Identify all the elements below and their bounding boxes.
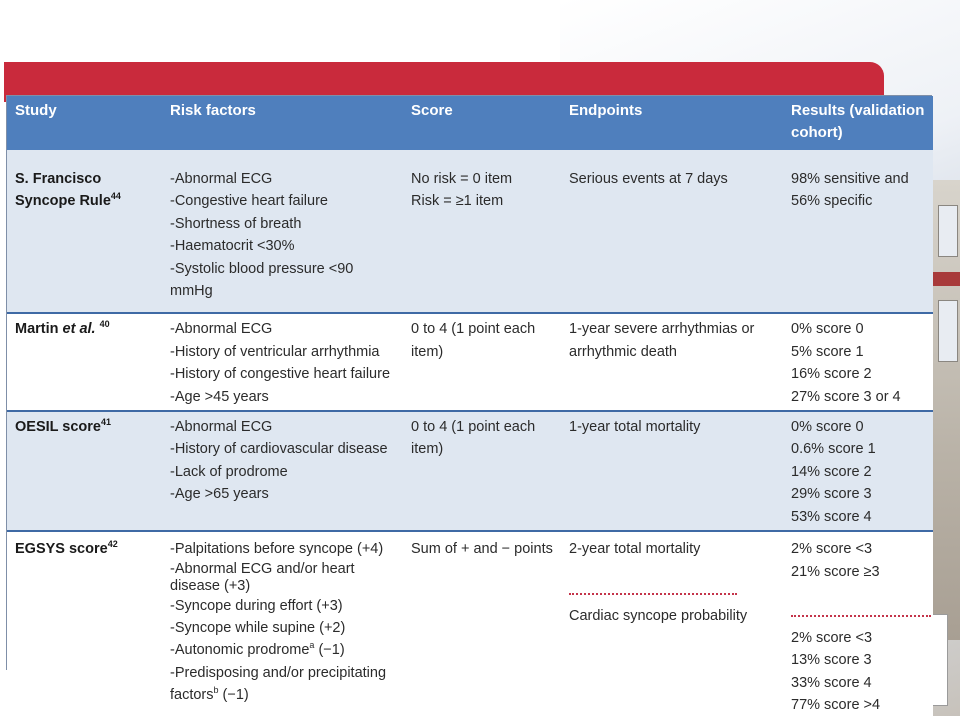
endpoint-line: Cardiac syncope probability — [569, 607, 748, 624]
result-line: 77% score >4 — [791, 697, 881, 714]
risk-factor: -Congestive heart failure — [170, 193, 328, 210]
score-cell: Sum of + and − points — [403, 531, 561, 718]
result-line: 29% score 3 — [791, 486, 872, 503]
result-line: 0% score 0 — [791, 321, 864, 338]
study-cell — [7, 531, 162, 718]
risk-factor: -Syncope during effort (+3) — [170, 597, 343, 614]
study-ref: 41 — [100, 417, 111, 428]
header-results: Results (validation cohort) — [783, 96, 933, 150]
risk-factors-cell — [162, 531, 403, 718]
risk-score-table — [6, 95, 932, 714]
results-cell: 98% sensitive and 56% specific — [783, 150, 933, 313]
header-endpoints: Endpoints — [561, 96, 783, 150]
risk-factor: -History of cardiovascular disease — [170, 441, 388, 458]
risk-factor: -Lack of prodrome — [170, 463, 288, 480]
risk-factor: -Abnormal ECG and/or heart disease (+3) — [170, 560, 355, 594]
study-ref: 42 — [107, 539, 118, 550]
risk-factor: -History of ventricular arrhythmia — [170, 343, 380, 360]
study-ref: 44 — [110, 191, 121, 202]
score-cell — [403, 150, 561, 313]
table-row — [7, 313, 933, 411]
risk-factors-cell — [162, 411, 403, 531]
risk-factor: -Haematocrit <30% — [170, 238, 295, 255]
table-row — [7, 531, 933, 718]
results-cell — [783, 313, 933, 411]
results-cell — [783, 411, 933, 531]
study-cell — [7, 150, 162, 313]
background-window — [938, 300, 958, 362]
risk-factor: -Abnormal ECG — [170, 321, 273, 338]
risk-factor: -Autonomic prodrome$^a$ (−1) — [170, 640, 345, 659]
result-line: 16% score 2 — [791, 366, 872, 383]
dotted-divider — [569, 593, 737, 595]
result-line: 5% score 1 — [791, 343, 864, 360]
endpoints-cell: 1-year severe arrhythmias or arrhythmic death — [561, 313, 783, 411]
risk-factor: -Age >65 years — [170, 486, 269, 503]
risk-factor: -Shortness of breath — [170, 215, 302, 232]
study-name-italic: et al. — [62, 321, 96, 338]
study-name: S. Francisco Syncope Rule — [15, 171, 111, 210]
header-risk-factors: Risk factors — [162, 96, 403, 150]
results-cell — [783, 531, 933, 718]
result-line: 21% score ≥3 — [791, 563, 880, 580]
result-line: 2% score <3 — [791, 541, 873, 558]
study-name: Martin — [15, 321, 63, 338]
header-score: Score — [403, 96, 561, 150]
risk-factors-cell — [162, 313, 403, 411]
result-line: 33% score 4 — [791, 674, 872, 691]
score-cell: 0 to 4 (1 point each item) — [403, 411, 561, 531]
risk-factor: -Age >45 years — [170, 388, 269, 405]
result-line: 14% score 2 — [791, 463, 872, 480]
header-study: Study — [7, 96, 162, 150]
study-ref: 40 — [99, 319, 110, 330]
table-row — [7, 411, 933, 531]
background-window — [938, 205, 958, 257]
result-line: 27% score 3 or 4 — [791, 388, 901, 405]
risk-factor: -Predisposing and/or precipitating factors$^b$ (−1) — [170, 664, 387, 704]
risk-factor: -Systolic blood pressure <90 mmHg — [170, 260, 354, 300]
endpoint-line: 2-year total mortality — [569, 541, 701, 558]
dotted-divider — [791, 615, 931, 617]
risk-factor: -Palpitations before syncope (+4) — [170, 541, 384, 558]
risk-factors-cell — [162, 150, 403, 313]
risk-factor: -History of congestive heart failure — [170, 366, 391, 383]
score-cell: 0 to 4 (1 point each item) — [403, 313, 561, 411]
score-text: No risk = 0 item — [411, 171, 513, 187]
study-cell — [7, 411, 162, 531]
result-line: 53% score 4 — [791, 508, 872, 525]
study-cell — [7, 313, 162, 411]
table-header-row — [7, 96, 933, 150]
score-text: Risk = ≥1 item — [411, 193, 504, 210]
table-row — [7, 150, 933, 313]
study-name: OESIL score — [15, 419, 101, 436]
study-name: EGSYS score — [15, 541, 108, 558]
result-line: 2% score <3 — [791, 629, 873, 646]
result-line: 0.6% score 1 — [791, 441, 876, 458]
risk-factor: -Abnormal ECG — [170, 419, 273, 436]
result-line: 13% score 3 — [791, 652, 872, 669]
risk-factor: -Syncope while supine (+2) — [170, 619, 346, 636]
endpoints-cell: Serious events at 7 days — [561, 150, 783, 313]
endpoints-cell — [561, 531, 783, 718]
risk-factor: -Abnormal ECG — [170, 171, 273, 187]
endpoints-cell: 1-year total mortality — [561, 411, 783, 531]
result-line: 0% score 0 — [791, 419, 864, 436]
